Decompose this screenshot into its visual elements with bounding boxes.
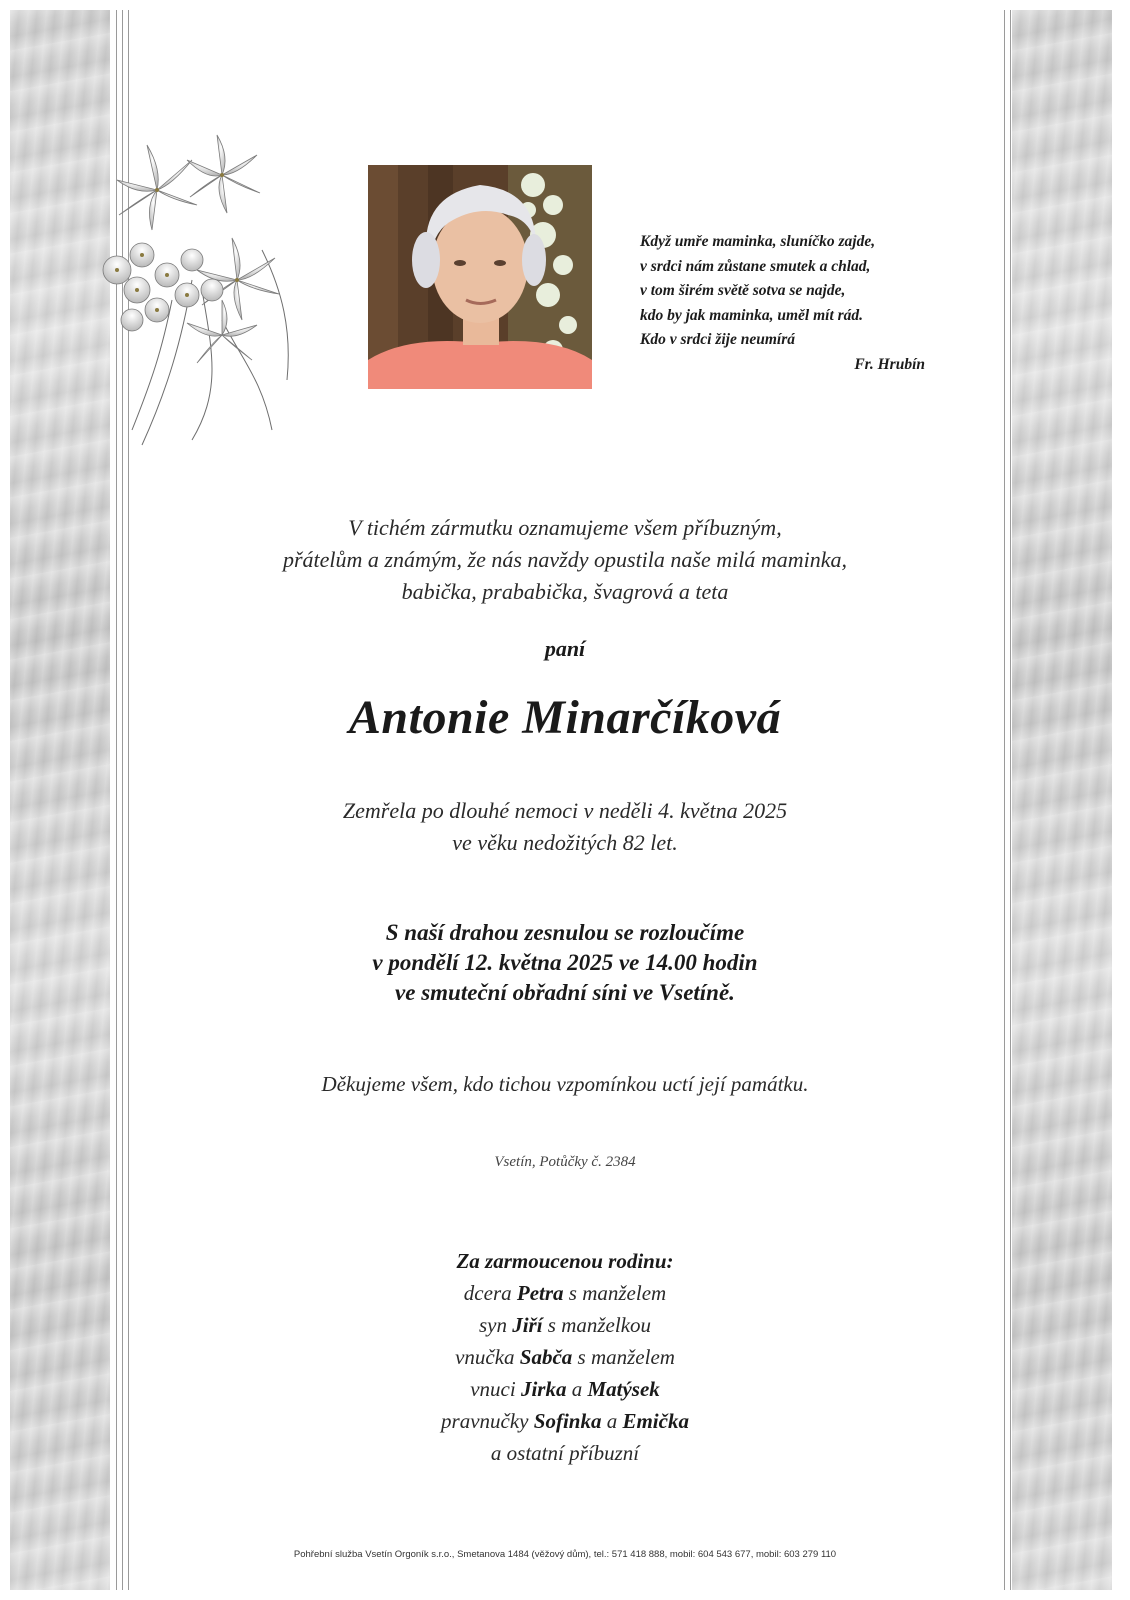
right-border-line (1010, 10, 1011, 1590)
right-border-line (1004, 10, 1005, 1590)
death-line: Zemřela po dlouhé nemoci v neděli 4. května 2025 (342, 798, 788, 823)
poem (640, 230, 940, 377)
right-marble-band (1012, 10, 1112, 1590)
poem-line: Kdo v srdci žije neumírá (640, 331, 796, 348)
family-row: pravnučky Sofinka a Emička (441, 1409, 689, 1433)
ceremony-info (140, 918, 990, 1008)
family-row: vnuci Jirka a Matýsek (470, 1377, 660, 1401)
lily-flower-icon (72, 130, 302, 460)
portrait-photo (368, 165, 592, 389)
family-row: vnučka Sabča s manželem (455, 1345, 675, 1369)
honorific: paní (544, 636, 586, 661)
family-row: dcera Petra s manželem (463, 1281, 667, 1305)
announcement-line: babička, prababička, švagrová a teta (401, 579, 729, 604)
poem-line: v srdci nám zůstane smutek a chlad, (640, 257, 871, 275)
family-heading: Za zarmoucenou rodinu: (456, 1249, 674, 1273)
thanks-text: Děkujeme všem, kdo tichou vzpomínkou uctí její památku. (321, 1072, 809, 1096)
announcement-line: V tichém zármutku oznamujeme všem příbuzným, (348, 515, 782, 540)
ceremony-line: ve smuteční obřadní síni ve Vsetíně. (395, 980, 735, 1005)
announcement-text (140, 512, 990, 608)
ceremony-line: S naší drahou zesnulou se rozloučíme (385, 920, 745, 945)
address-text: Vsetín, Potůčky č. 2384 (494, 1154, 636, 1170)
poem-line: v tom širém světě sotva se najde, (640, 282, 846, 299)
death-info (140, 795, 990, 859)
deceased-name: Antonie Minarčíková (348, 691, 782, 744)
family-row: syn Jiří s manželkou (478, 1313, 652, 1337)
ceremony-line: v pondělí 12. května 2025 ve 14.00 hodin (372, 950, 758, 975)
family-list (140, 1245, 990, 1469)
poem-line: kdo by jak maminka, uměl mít rád. (640, 306, 864, 324)
poem-line: Když umře maminka, sluníčko zajde, (640, 233, 876, 250)
death-line: ve věku nedožitých 82 let. (452, 830, 678, 855)
family-row: a ostatní příbuzní (490, 1441, 640, 1465)
announcement-line: přátelům a známým, že nás navždy opustila naše milá maminka, (282, 547, 847, 572)
poem-author: Fr. Hrubín (854, 355, 925, 373)
funeral-service-footer: Pohřební služba Vsetín Orgoník s.r.o., Smetanova 1484 (věžový dům), tel.: 571 418 888, mobil: 604 543 677, mobil: 603 279 110 (293, 1549, 837, 1560)
